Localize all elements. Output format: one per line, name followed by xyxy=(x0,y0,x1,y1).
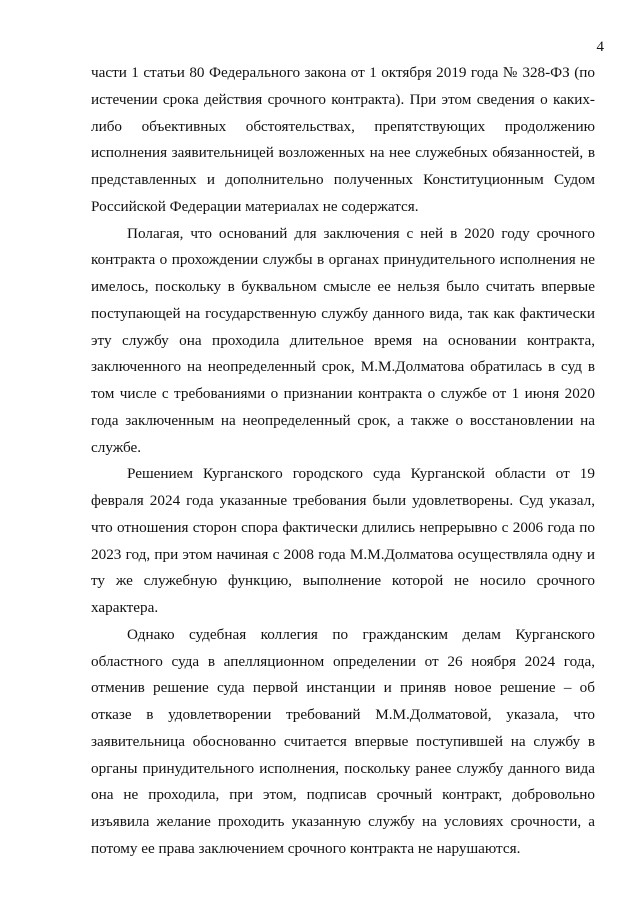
page-number: 4 xyxy=(596,39,604,55)
paragraph-continuation: части 1 статьи 80 Федерального закона от 1 октября 2019 года № 328-ФЗ (по истечении срока действия срочного контракта). При этом сведения о каких-либо объективных обстоятельствах, препятствующих продолжению исполнения заявительницей возложенных на нее служебных обязанностей, в представленных и дополнительно полученных Конституционным Судом Российской Федерации материалах не содержатся. xyxy=(91,64,595,215)
paragraph-city-court-decision: Решением Курганского городского суда Курганской области от 19 февраля 2024 года указанные требования были удовлетворены. Суд указал, что отношения сторон спора фактически длились непрерывно с 2006 года по 2023 год, при этом начиная с 2008 года М.М.Долматова осуществляла одну и ту же служебную функцию, выполнение которой не носило срочного характера. xyxy=(91,465,595,616)
paragraph-plaintiff-claim: Полагая, что оснований для заключения с ней в 2020 году срочного контракта о прохождении службы в органах принудительного исполнения не имелось, поскольку в буквальном смысле ее нельзя было считать впервые поступающей на государственную службу данного вида, так как фактически эту службу она проходила длительное время на основании контракта, заключенного на неопределенный срок, М.М.Долматова обратилась в суд в том числе с требованиями о признании контракта о службе от 1 июня 2020 года заключенным на неопределенный срок, а также о восстановлении на службе. xyxy=(91,224,595,456)
paragraph-appeal-decision: Однако судебная коллегия по гражданским делам Курганского областного суда в апелляционном определении от 26 ноября 2024 года, отменив решение суда первой инстанции и приняв новое решение – об отказе в удовлетворении требований М.М.Долматовой, указала, что заявительница обоснованно считается впервые поступившей на службу в органы принудительного исполнения, поскольку ранее службу данного вида она не проходила, при этом, подписав срочный контракт, добровольно изъявила желание проходить указанную службу на условиях срочности, а потому ее права заключением срочного контракта не нарушаются. xyxy=(91,625,595,857)
document-body xyxy=(91,60,595,863)
